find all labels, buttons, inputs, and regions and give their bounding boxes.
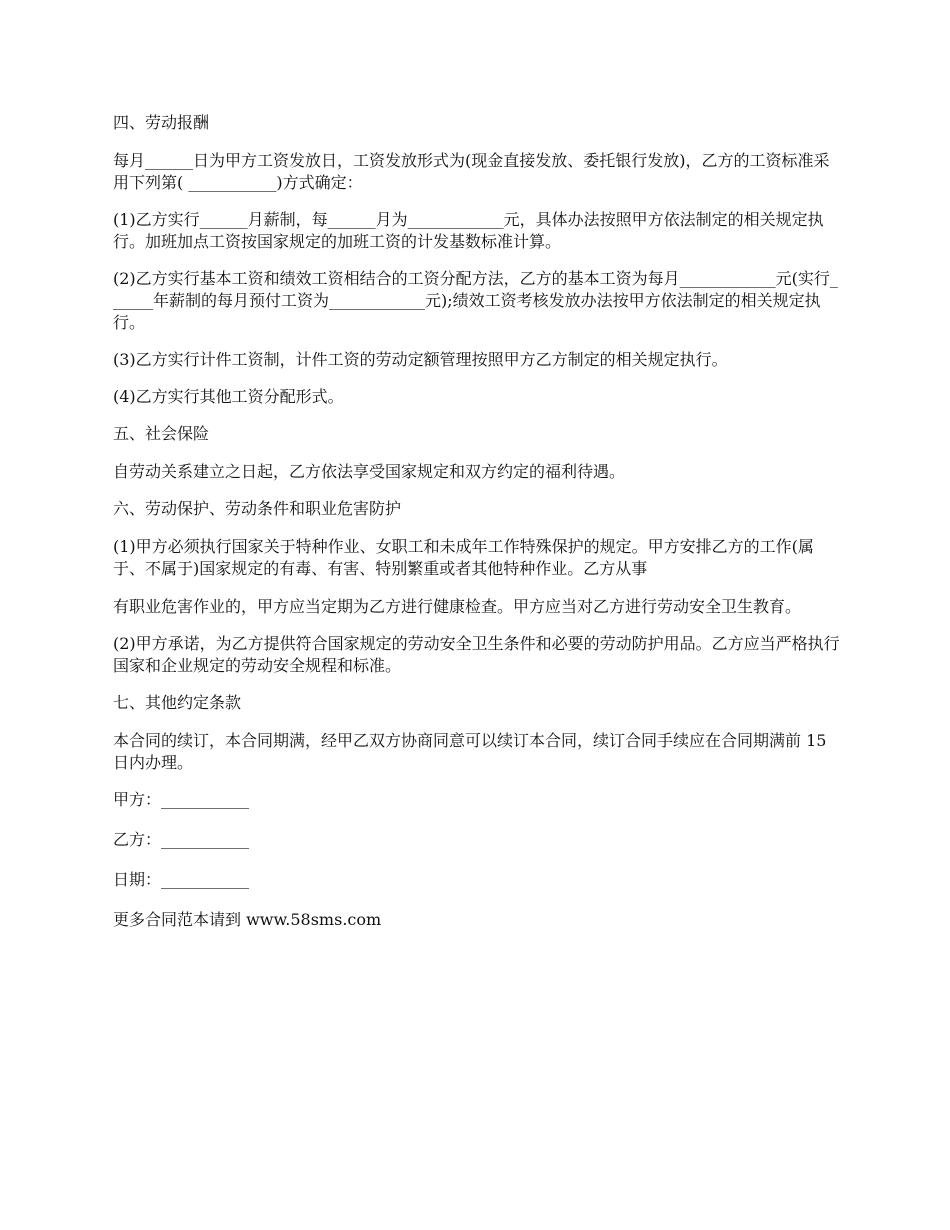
- section-5-paragraph-1: 自劳动关系建立之日起，乙方依法享受国家规定和双方约定的福利待遇。: [113, 462, 626, 481]
- date-line: 日期：___________: [113, 870, 250, 889]
- section-6-paragraph-1: (1)甲方必须执行国家关于特种作业、女职工和未成年工作特殊保护的规定。甲方安排乙方的工作(属于、不属于)国家规定的有毒、有害、特别繁重或者其他特种作业。乙方从事: [113, 537, 814, 578]
- section-4-heading: 四、劳动报酬: [113, 113, 210, 132]
- section-4-paragraph-2: (1)乙方实行______月薪制，每______月为____________元，具体办法按照甲方依法制定的相关规定执行。加班加点工资按国家规定的加班工资的计发基数标准计算。: [113, 210, 824, 251]
- section-7-heading: 七、其他约定条款: [113, 693, 242, 712]
- section-4-paragraph-4: (3)乙方实行计件工资制，计件工资的劳动定额管理按照甲方乙方制定的相关规定执行。: [113, 350, 728, 369]
- section-5-heading: 五、社会保险: [113, 424, 210, 443]
- party-b-signature-line: 乙方：___________: [113, 830, 250, 849]
- footer-note: 更多合同范本请到 www.58sms.com: [113, 910, 382, 929]
- section-6-paragraph-2: 有职业危害作业的，甲方应当定期为乙方进行健康检查。甲方应当对乙方进行劳动安全卫生教育。: [113, 597, 802, 616]
- section-4-paragraph-1: 每月______日为甲方工资发放日，工资发放形式为(现金直接发放、委托银行发放)，乙方的工资标准采用下列第( ___________)方式确定：: [113, 151, 830, 192]
- section-6-paragraph-3: (2)甲方承诺，为乙方提供符合国家规定的劳动安全卫生条件和必要的劳动防护用品。乙方应当严格执行国家和企业规定的劳动安全规程和标准。: [113, 634, 840, 675]
- contract-page: [113, 112, 843, 946]
- section-6-heading: 六、劳动保护、劳动条件和职业危害防护: [113, 499, 402, 518]
- section-4-paragraph-5: (4)乙方实行其他工资分配形式。: [113, 387, 344, 406]
- party-a-signature-line: 甲方：___________: [113, 790, 250, 809]
- section-4-paragraph-3: (2)乙方实行基本工资和绩效工资相结合的工资分配方法，乙方的基本工资为每月____________元(实行______年薪制的每月预付工资为____________元);绩效工资考核发放办法按甲方依法制定的相关规定执行。: [113, 269, 838, 332]
- section-7-paragraph-1: 本合同的续订，本合同期满，经甲乙双方协商同意可以续订本合同，续订合同手续应在合同期满前 15 日内办理。: [113, 731, 832, 772]
